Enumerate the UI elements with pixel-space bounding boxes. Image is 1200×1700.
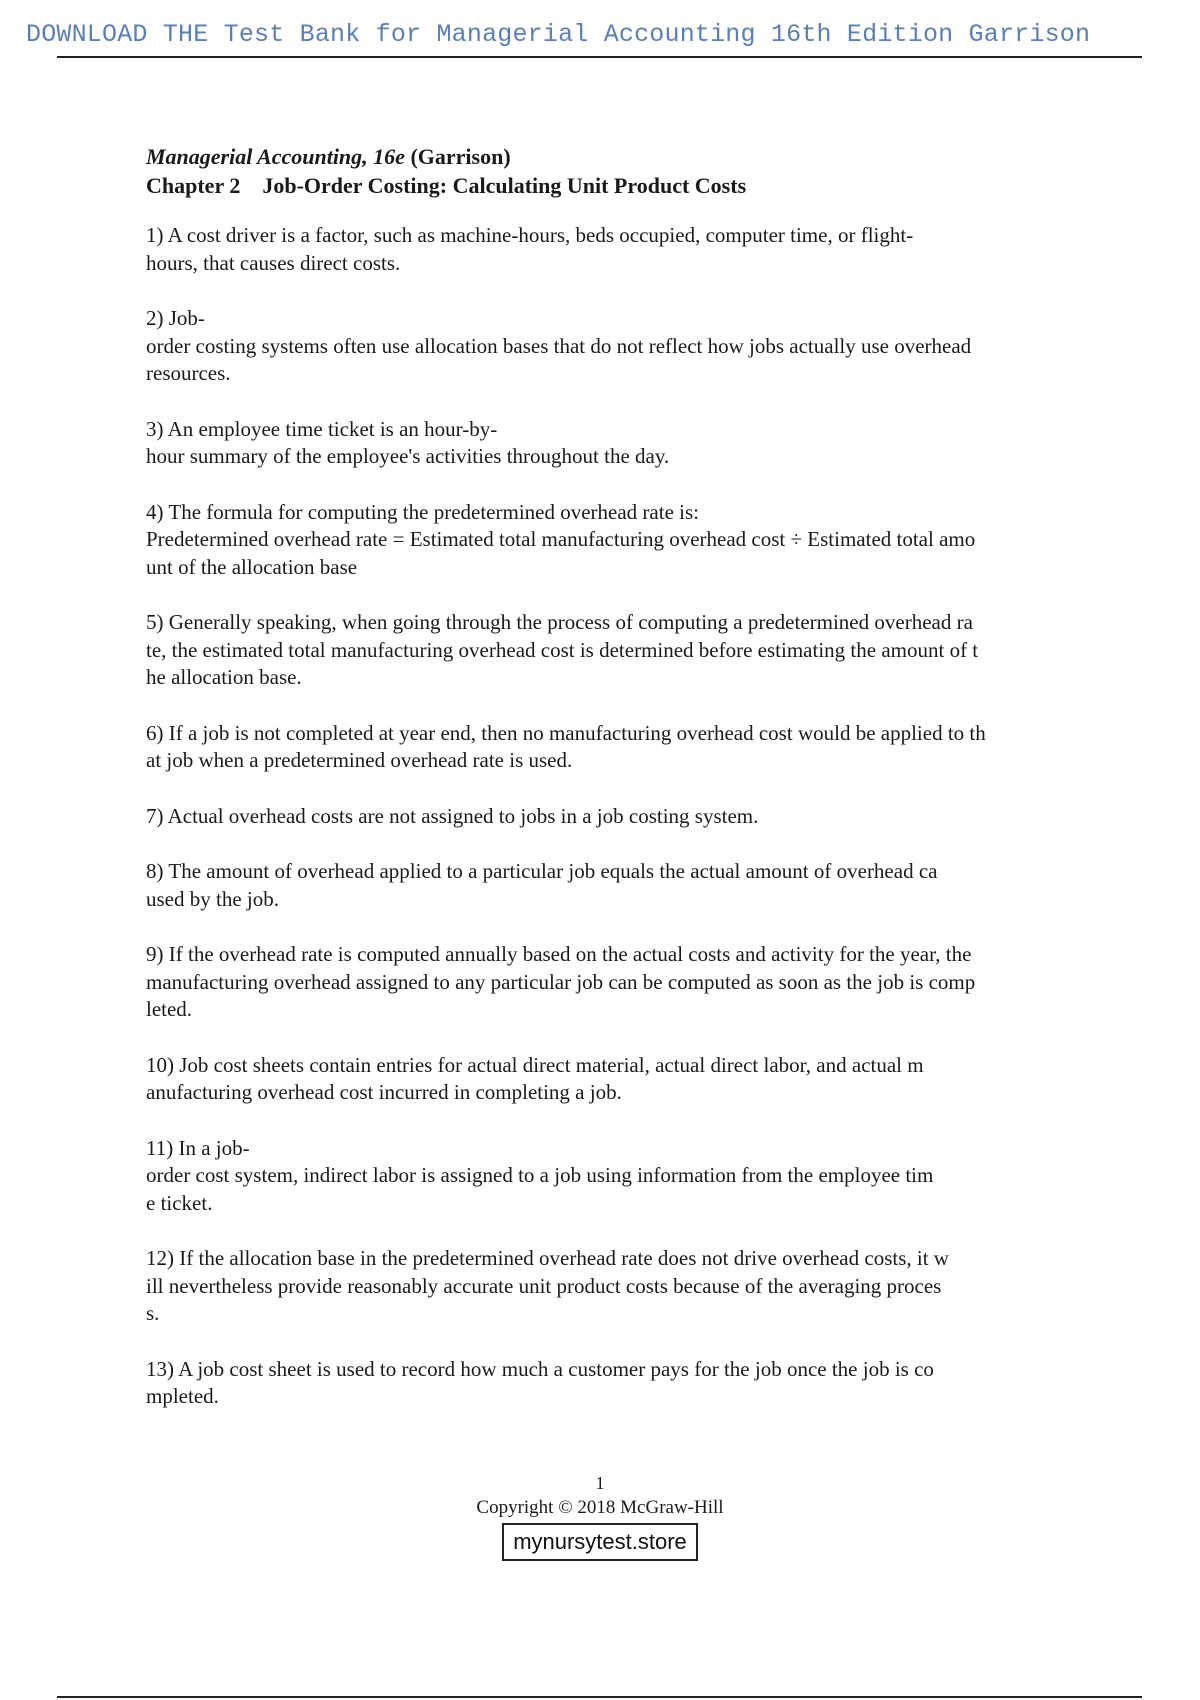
download-banner[interactable]: DOWNLOAD THE Test Bank for Managerial Accounting 16th Edition Garrison [26,20,1091,49]
chapter-label: Chapter 2 [146,173,241,198]
question-item: 3) An employee time ticket is an hour-by- hour summary of the employee's activities throughout the day. [146,416,670,468]
header-divider [57,56,1142,58]
chapter-title: Job-Order Costing: Calculating Unit Product Costs [262,173,747,198]
book-title-italic: Managerial Accounting, 16e [146,144,405,169]
store-link[interactable]: mynursytest.store [502,1523,698,1561]
question-item: 2) Job- order costing systems often use allocation bases that do not reflect how jobs actually use overhead resources. [146,306,972,385]
question-item: 4) The formula for computing the predetermined overhead rate is: Predetermined overhead rate = Estimated total manufacturing overhead cost ÷ Estimated total amo unt of the allocation base [146,499,976,579]
question-item: 13) A job cost sheet is used to record how much a customer pays for the job once the job is co mpleted. [146,1356,934,1408]
chapter-heading [146,171,1086,200]
page-footer [0,1471,1200,1561]
document-page [146,142,1086,1439]
copyright-notice: Copyright © 2018 McGraw-Hill [476,1497,724,1518]
book-title-author: (Garrison) [404,144,511,169]
question-item: 6) If a job is not completed at year end, then no manufacturing overhead cost would be applied to th at job when a predetermined overhead rate is used. [146,720,986,772]
book-title [146,142,1086,171]
question-item: 9) If the overhead rate is computed annually based on the actual costs and activity for the year, the manufacturing overhead assigned to any particular job can be computed as soon as the job is comp leted. [146,942,976,1021]
question-item: 12) If the allocation base in the predetermined overhead rate does not drive overhead costs, it w ill nevertheless provide reasonably accurate unit product costs because of the averaging proces s. [146,1246,949,1325]
footer-divider [57,1696,1142,1698]
question-item: 7) Actual overhead costs are not assigned to jobs in a job costing system. [146,803,759,828]
page-number: 1 [595,1473,605,1493]
question-item: 5) Generally speaking, when going through the process of computing a predetermined overhead ra te, the estimated total manufacturing overhead cost is determined before estimating the amount of t he allocation base. [146,610,979,689]
question-item: 8) The amount of overhead applied to a particular job equals the actual amount of overhead ca used by the job. [146,859,938,911]
question-list [146,222,1086,1411]
question-item: 11) In a job- order cost system, indirect labor is assigned to a job using information from the employee tim e ticket. [146,1135,934,1215]
question-item: 1) A cost driver is a factor, such as machine-hours, beds occupied, computer time, or flight- hours, that causes direct costs. [146,223,914,275]
question-item: 10) Job cost sheets contain entries for actual direct material, actual direct labor, and actual m anufacturing overhead cost incurred in completing a job. [146,1052,924,1104]
